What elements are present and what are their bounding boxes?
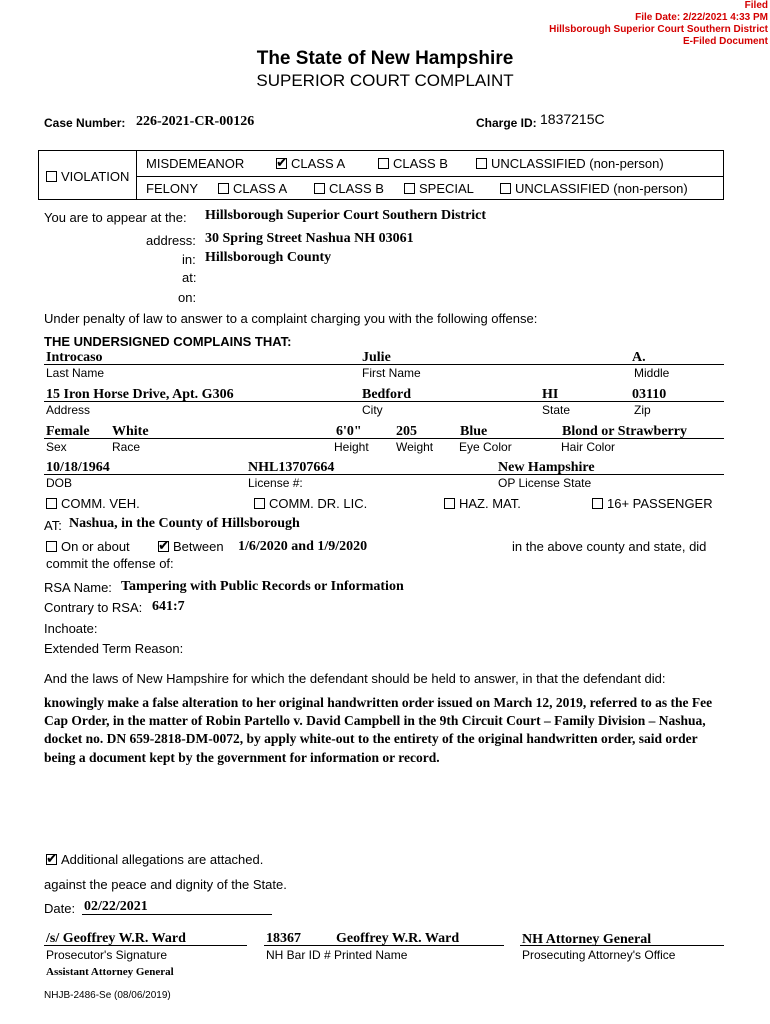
passenger-label: 16+ PASSENGER (607, 496, 713, 511)
against-text: against the peace and dignity of the State. (44, 877, 287, 892)
comm-veh-option[interactable] (46, 496, 140, 511)
state-label: State (542, 403, 571, 417)
felony-unclassified-option[interactable] (500, 181, 688, 196)
height-value: 6'0" (336, 424, 362, 439)
passenger-checkbox[interactable] (592, 498, 603, 509)
on-label: on: (178, 290, 197, 305)
in-label: in: (182, 252, 196, 267)
printed-name-line (264, 945, 504, 946)
weight-value: 205 (396, 424, 417, 439)
between-option[interactable] (158, 539, 224, 554)
on-or-about-option[interactable] (46, 539, 130, 554)
comm-veh-label: COMM. VEH. (61, 496, 140, 511)
misdemeanor-unclassified-label: UNCLASSIFIED (non-person) (491, 156, 664, 171)
zip-value: 03110 (632, 387, 667, 402)
court-address-value: 30 Spring Street Nashua NH 03061 (205, 231, 414, 246)
on-or-about-label: On or about (61, 539, 130, 554)
form-id: NHJB-2486-Se (08/06/2019) (44, 990, 171, 1001)
contrary-label: Contrary to RSA: (44, 600, 143, 615)
first-name-value: Julie (362, 350, 391, 365)
filed-stamp-court: Hillsborough Superior Court Southern District (549, 24, 768, 35)
rsa-value: 641:7 (152, 599, 185, 614)
city-label: City (362, 403, 383, 417)
violation-checkbox[interactable] (46, 171, 57, 182)
misdemeanor-label: MISDEMEANOR (146, 156, 245, 171)
last-name-label: Last Name (46, 366, 105, 380)
height-label: Height (334, 440, 369, 454)
felony-class-b-checkbox[interactable] (314, 183, 325, 194)
additional-option[interactable] (46, 852, 263, 867)
misdemeanor-class-b-checkbox[interactable] (378, 158, 389, 169)
filed-stamp-line: Filed (744, 0, 768, 11)
bar-printed-label: NH Bar ID # Printed Name (266, 948, 408, 962)
classification-row-divider (136, 176, 724, 177)
office-label: Prosecuting Attorney's Office (522, 948, 676, 962)
comm-veh-checkbox[interactable] (46, 498, 57, 509)
license-label: License #: (248, 476, 303, 490)
weight-label: Weight (396, 440, 434, 454)
op-license-state-value: New Hampshire (498, 460, 595, 475)
defendant-address-value: 15 Iron Horse Drive, Apt. G306 (46, 387, 234, 402)
filed-stamp (549, 0, 768, 48)
middle-label: Middle (634, 366, 670, 380)
op-license-state-label: OP License State (498, 476, 592, 490)
misdemeanor-class-b-label: CLASS B (393, 156, 448, 171)
felony-class-a-checkbox[interactable] (218, 183, 229, 194)
extended-term-label: Extended Term Reason: (44, 641, 184, 656)
sex-value: Female (46, 424, 90, 439)
printed-name-value: Geoffrey W.R. Ward (336, 931, 460, 946)
sex-label: Sex (46, 440, 67, 454)
bar-id-value: 18367 (266, 931, 301, 946)
penalty-text: Under penalty of law to answer to a complaint charging you with the following offense: (44, 311, 538, 326)
hair-color-label: Hair Color (561, 440, 616, 454)
county-state-text: in the above county and state, did (512, 539, 707, 554)
between-checkbox[interactable] (158, 541, 169, 552)
rsa-name-label: RSA Name: (44, 580, 112, 595)
name-line (44, 364, 724, 365)
comm-dr-lic-label: COMM. DR. LIC. (269, 496, 368, 511)
date-value: 02/22/2021 (84, 899, 148, 914)
case-number-value: 226-2021-CR-00126 (136, 114, 255, 129)
passenger-option[interactable] (592, 496, 713, 511)
filed-stamp-date: File Date: 2/22/2021 4:33 PM (635, 12, 768, 23)
misdemeanor-unclassified-checkbox[interactable] (476, 158, 487, 169)
inchoate-label: Inchoate: (44, 621, 98, 636)
defendant-address-label: Address (46, 403, 91, 417)
state-value: HI (542, 387, 559, 402)
classification-divider (136, 150, 137, 200)
middle-value: A. (632, 350, 646, 365)
offense-dates-value: 1/6/2020 and 1/9/2020 (238, 539, 368, 554)
race-label: Race (112, 440, 141, 454)
haz-mat-checkbox[interactable] (444, 498, 455, 509)
charge-id-label: Charge ID: (476, 116, 537, 130)
at-location-label: AT: (44, 518, 62, 533)
court-value: Hillsborough Superior Court Southern District (205, 208, 487, 223)
felony-class-b-label: CLASS B (329, 181, 384, 196)
page-subtitle: SUPERIOR COURT COMPLAINT (256, 71, 514, 90)
dob-label: DOB (46, 476, 73, 490)
additional-checkbox[interactable] (46, 854, 57, 865)
dob-value: 10/18/1964 (46, 460, 110, 475)
charge-id-value: 1837215C (540, 111, 605, 127)
rsa-name-value: Tampering with Public Records or Information (121, 579, 404, 594)
felony-class-a-label: CLASS A (233, 181, 288, 196)
haz-mat-option[interactable] (444, 496, 521, 511)
violation-option[interactable] (46, 169, 129, 184)
felony-special-checkbox[interactable] (404, 183, 415, 194)
laws-text: And the laws of New Hampshire for which the defendant should be held to answer, in that the defendant did: (44, 671, 666, 686)
comm-dr-lic-option[interactable] (254, 496, 367, 511)
misdemeanor-class-a-label: CLASS A (291, 156, 346, 171)
filed-stamp-type: E-Filed Document (682, 36, 768, 47)
first-name-label: First Name (362, 366, 421, 380)
felony-unclassified-checkbox[interactable] (500, 183, 511, 194)
felony-special-option[interactable] (404, 181, 474, 196)
hair-color-value: Blond or Strawberry (562, 424, 687, 439)
county-value: Hillsborough County (205, 250, 332, 265)
felony-unclassified-label: UNCLASSIFIED (non-person) (515, 181, 688, 196)
commit-text: commit the offense of: (46, 556, 174, 571)
signature-line (44, 945, 247, 946)
date-label: Date: (44, 901, 76, 916)
signature-label: Prosecutor's Signature (46, 948, 168, 962)
page-title: The State of New Hampshire (256, 48, 514, 69)
eye-color-value: Blue (460, 424, 488, 439)
physical-line (44, 438, 724, 439)
zip-label: Zip (634, 403, 651, 417)
misdemeanor-class-a-option[interactable] (276, 156, 345, 171)
felony-special-label: SPECIAL (419, 181, 474, 196)
misdemeanor-unclassified-option[interactable] (476, 156, 664, 171)
misdemeanor-class-a-checkbox[interactable] (276, 158, 287, 169)
office-line (520, 945, 724, 946)
city-value: Bedford (362, 387, 411, 402)
location-value: Nashua, in the County of Hillsborough (69, 516, 300, 531)
date-line (82, 914, 272, 915)
additional-label: Additional allegations are attached. (61, 852, 264, 867)
case-number-label: Case Number: (44, 116, 126, 130)
felony-class-b-option[interactable] (314, 181, 384, 196)
violation-label: VIOLATION (61, 169, 130, 184)
offense-description: knowingly make a false alteration to her original handwritten order issued on March 12, 2019, referred to as the Fee Cap Order, in the matter of Robin Partello v. David Campbell in the 9th Circuit Court – Family Division – Nashua, docket no. DN 659-2818-DM-0072, by apply white-out to the entirety of the original handwritten order, said order being a document kept by the government for information or record. (44, 695, 713, 765)
felony-class-a-option[interactable] (218, 181, 287, 196)
appear-label: You are to appear at the: (44, 210, 187, 225)
between-label: Between (173, 539, 224, 554)
office-value: NH Attorney General (522, 932, 652, 947)
comm-dr-lic-checkbox[interactable] (254, 498, 265, 509)
address-label: address: (146, 233, 196, 248)
race-value: White (112, 424, 149, 439)
felony-label: FELONY (146, 181, 199, 196)
at-label: at: (182, 270, 197, 285)
last-name-value: Introcaso (46, 350, 103, 365)
signature-value: /s/ Geoffrey W.R. Ward (46, 931, 186, 946)
license-line (44, 474, 724, 475)
eye-color-label: Eye Color (459, 440, 512, 454)
license-value: NHL13707664 (248, 460, 335, 475)
misdemeanor-class-b-option[interactable] (378, 156, 448, 171)
prosecutor-title: Assistant Attorney General (46, 966, 174, 978)
haz-mat-label: HAZ. MAT. (459, 496, 521, 511)
on-or-about-checkbox[interactable] (46, 541, 57, 552)
address-line (44, 401, 724, 402)
complains-heading: THE UNDERSIGNED COMPLAINS THAT: (44, 334, 292, 349)
